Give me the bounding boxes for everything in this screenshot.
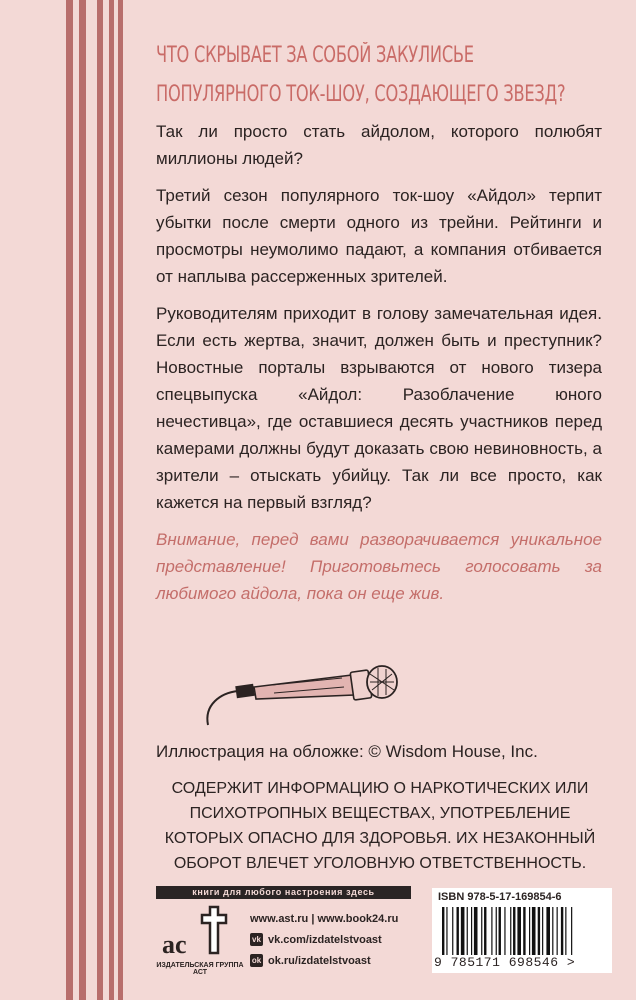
legal-warning: СОДЕРЖИТ ИНФОРМАЦИЮ О НАРКОТИЧЕСКИХ ИЛИ ПСИХОТРОПНЫХ ВЕЩЕСТВАХ, УПОТРЕБЛЕНИЕ КОТОРЫХ ОПАСНО ДЛЯ ЗДОРОВЬЯ. ИХ НЕЗАКОННЫЙ ОБОРОТ ВЛЕЧЕТ УГОЛОВНУЮ ОТВЕТСТВЕННОСТЬ. [164, 780, 596, 872]
decorative-stripe [118, 0, 123, 1000]
barcode-digits: 9 785171 698546 > [434, 955, 576, 970]
websites-link[interactable]: www.ast.ru | www.book24.ru [250, 912, 399, 925]
ok-icon: ok [251, 956, 262, 965]
headline: ЧТО СКРЫВАЕТ ЗА СОБОЙ ЗАКУЛИСЬЕ ПОПУЛЯРНОГО ТОК-ШОУ, СОЗДАЮЩЕГО ЗВЕЗД? [156, 43, 566, 107]
microphone-icon [202, 665, 398, 729]
isbn-block [432, 888, 612, 973]
blurb-paragraph: Так ли просто стать айдолом, которого полюбят миллионы людей? [156, 122, 602, 168]
isbn-label: ISBN 978-5-17-169854-6 [438, 891, 562, 903]
publisher-links [250, 908, 398, 971]
italic-note: Внимание, перед вами разворачивается уникальное представление! Приготовьтесь голосовать за любимого айдола, пока он еще жив. [156, 530, 602, 603]
illustration-credit: Иллюстрация на обложке: © Wisdom House, Inc. [156, 742, 538, 761]
publisher-tagline: книги для любого настроения здесь [156, 886, 411, 899]
publisher-logo-text: ИЗДАТЕЛЬСКАЯ ГРУППА АСТ [156, 962, 244, 976]
ast-logo-icon [158, 905, 238, 957]
vk-link[interactable]: vk.com/izdatelstvoast [268, 933, 382, 946]
decorative-stripe [109, 0, 114, 1000]
ok-link[interactable]: ok.ru/izdatelstvoast [268, 954, 371, 967]
decorative-stripe [66, 0, 73, 1000]
blurb-paragraph: Третий сезон популярного ток-шоу «Айдол» терпит убытки после смерти одного из трейни. Рейтинги и просмотры неумолимо падают, а компания отбивается от наплыва рассерженных зрителей. [156, 186, 602, 286]
decorative-stripe [79, 0, 86, 1000]
barcode-icon [440, 907, 606, 957]
blurb-paragraph: Руководителям приходит в голову замечательная идея. Если есть жертва, значит, должен быть и преступник? Новостные порталы взрываются от нового тизера спецвыпуска «Айдол: Разоблачение юного нечестивца», где оставшиеся десять участников перед камерами должны будут доказать свою невиновность, а зрители – отыскать убийцу. Так ли все просто, как кажется на первый взгляд? [156, 304, 602, 512]
blurb [156, 36, 602, 617]
svg-text:ac: ac [162, 930, 187, 957]
decorative-stripe [97, 0, 103, 1000]
vk-icon: vk [250, 933, 263, 946]
